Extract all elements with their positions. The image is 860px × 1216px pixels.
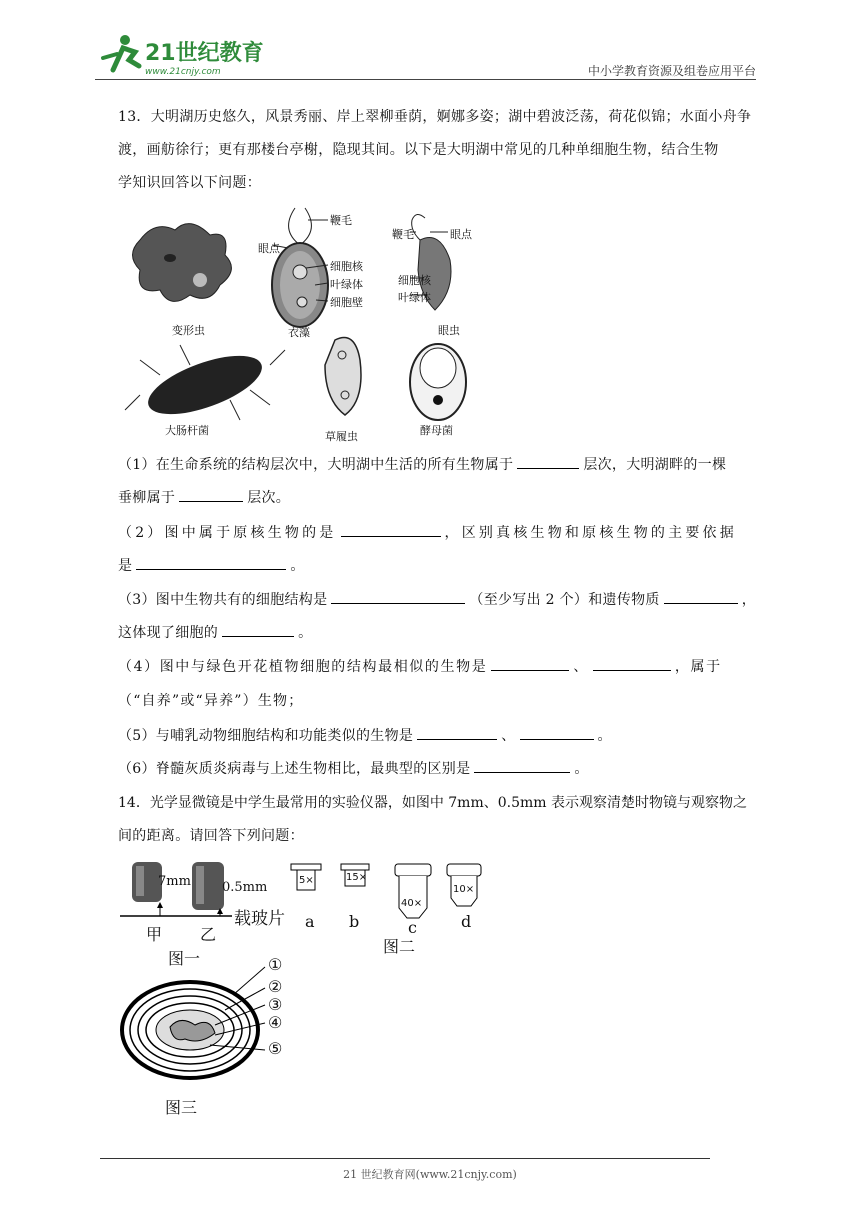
nucleus-label: 细胞核 [330,260,363,273]
site-logo [95,30,265,80]
lens-c-magnification: 40× [401,898,423,909]
q13-organisms-figure [120,200,490,445]
lens-a-magnification: 5× [299,875,314,886]
q13-intro-line-1: 13．大明湖历史悠久，风景秀丽、岸上翠柳垂荫，婀娜多姿；湖中碧波泛荡，荷花似锦；水面小舟争 [118,109,752,125]
q13-sub1-line1: （1）在生命系统的结构层次中，大明湖中生活的所有生物属于 层次，大明湖畔的一棵 [118,448,778,482]
lens-a-letter: a [305,912,315,931]
lens-d-letter: d [461,912,472,931]
q13-sub2-line1: （2）图中属于原核生物的是 ，区别真核生物和原核生物的主要依据 [118,516,778,550]
figure-3-caption: 图三 [165,1098,198,1117]
q13-sub3-line1: （3）图中生物共有的细胞结构是 （至少写出 2 个）和遗传物质 ， [118,583,778,617]
q13-sub2-line2: 是 。 [118,549,778,583]
q13-sub4-line2: （“自养”或“异养”）生物； [118,693,304,709]
yeast-drawing [410,344,466,420]
answer-blank[interactable] [517,454,579,469]
structure-4-label: ④ [268,1013,283,1032]
answer-blank[interactable] [593,656,671,671]
q13-sub4-line1: （4）图中与绿色开花植物细胞的结构最相似的生物是 、 ，属于 [118,650,778,684]
answer-blank[interactable] [520,725,594,740]
structure-2-label: ② [268,977,283,996]
euglena-nucleus-label: 细胞核 [398,274,431,287]
jia-label: 甲 [146,925,163,944]
q13-intro-line-2: 渡，画舫徐行；更有那楼台亭榭，隐现其间。以下是大明湖中常见的几种单细胞生物，结合生物 [118,142,719,158]
q14-figure-1 [120,860,300,970]
answer-blank[interactable] [179,487,243,502]
runner-logo-icon [95,30,265,80]
chloroplast-label: 叶绿体 [330,278,363,291]
cell-wall-label: 细胞壁 [330,296,363,309]
slide-label: 载玻片 [234,909,285,929]
answer-blank[interactable] [222,622,294,637]
answer-blank[interactable] [341,522,441,537]
euglena-caption: 眼虫 [438,324,460,337]
q14-figure-2 [285,862,495,962]
logo-url-text: www.21cnjy.com [145,67,221,77]
ecoli-drawing [125,344,285,426]
answer-blank[interactable] [664,589,738,604]
flagellum-label: 鞭毛 [330,214,352,227]
euglena-eyespot-label: 眼点 [450,228,472,241]
answer-blank[interactable] [417,725,497,740]
structure-5-label: ⑤ [268,1039,283,1058]
q13-sub1-line2: 垂柳属于 层次。 [118,481,778,515]
q13-sub3-line2: 这体现了细胞的 。 [118,616,778,650]
amoeba-caption: 变形虫 [172,324,205,337]
lens-d-magnification: 10× [453,884,475,895]
logo-text: 21世纪教育 [145,41,264,66]
chlamydomonas-drawing [272,208,328,327]
lens-b-letter: b [349,912,360,931]
answer-blank[interactable] [491,656,569,671]
lens-c-letter: c [408,918,417,937]
structure-3-label: ③ [268,995,283,1014]
amoeba-drawing [133,224,232,302]
q13-intro-line-3: 学知识回答以下问题： [118,175,261,191]
answer-blank[interactable] [331,589,465,604]
yeast-caption: 酵母菌 [420,424,453,437]
distance-7mm-label: 7mm [158,874,191,889]
paramecium-caption: 草履虫 [325,430,358,443]
q13-sub6: （6）脊髓灰质炎病毒与上述生物相比，最典型的区别是 。 [118,752,778,786]
answer-blank[interactable] [474,758,570,773]
euglena-chloroplast-label: 叶绿体 [398,291,431,304]
header-platform-text: 中小学教育资源及组卷应用平台 [587,64,756,78]
q14-figure-3 [115,955,305,1120]
chlamydomonas-caption: 衣藻 [288,326,310,339]
distance-05mm-label: 0.5mm [222,880,268,895]
yi-label: 乙 [200,925,217,944]
structure-1-label: ① [268,955,283,974]
ecoli-caption: 大肠杆菌 [165,424,209,437]
footer-divider [100,1158,710,1159]
paramecium-drawing [325,338,361,416]
footer-text: 21 世纪教育网(www.21cnjy.com) [343,1168,517,1181]
q14-intro-line-1: 14．光学显微镜是中学生最常用的实验仪器，如图中 7mm、0.5mm 表示观察清楚时物镜与观察物之 [118,795,747,811]
eyespot-label: 眼点 [258,242,280,255]
q13-sub5: （5）与哺乳动物细胞结构和功能类似的生物是 、 。 [118,719,778,753]
figure-2-caption: 图二 [383,937,416,956]
lens-b-magnification: 15× [346,872,368,883]
q14-intro-line-2: 间的距离。请回答下列问题： [118,828,304,844]
header-divider [95,79,756,80]
figure-1-caption: 图一 [168,949,201,968]
euglena-flagellum-label: 鞭毛 [392,228,414,241]
answer-blank[interactable] [136,555,286,570]
